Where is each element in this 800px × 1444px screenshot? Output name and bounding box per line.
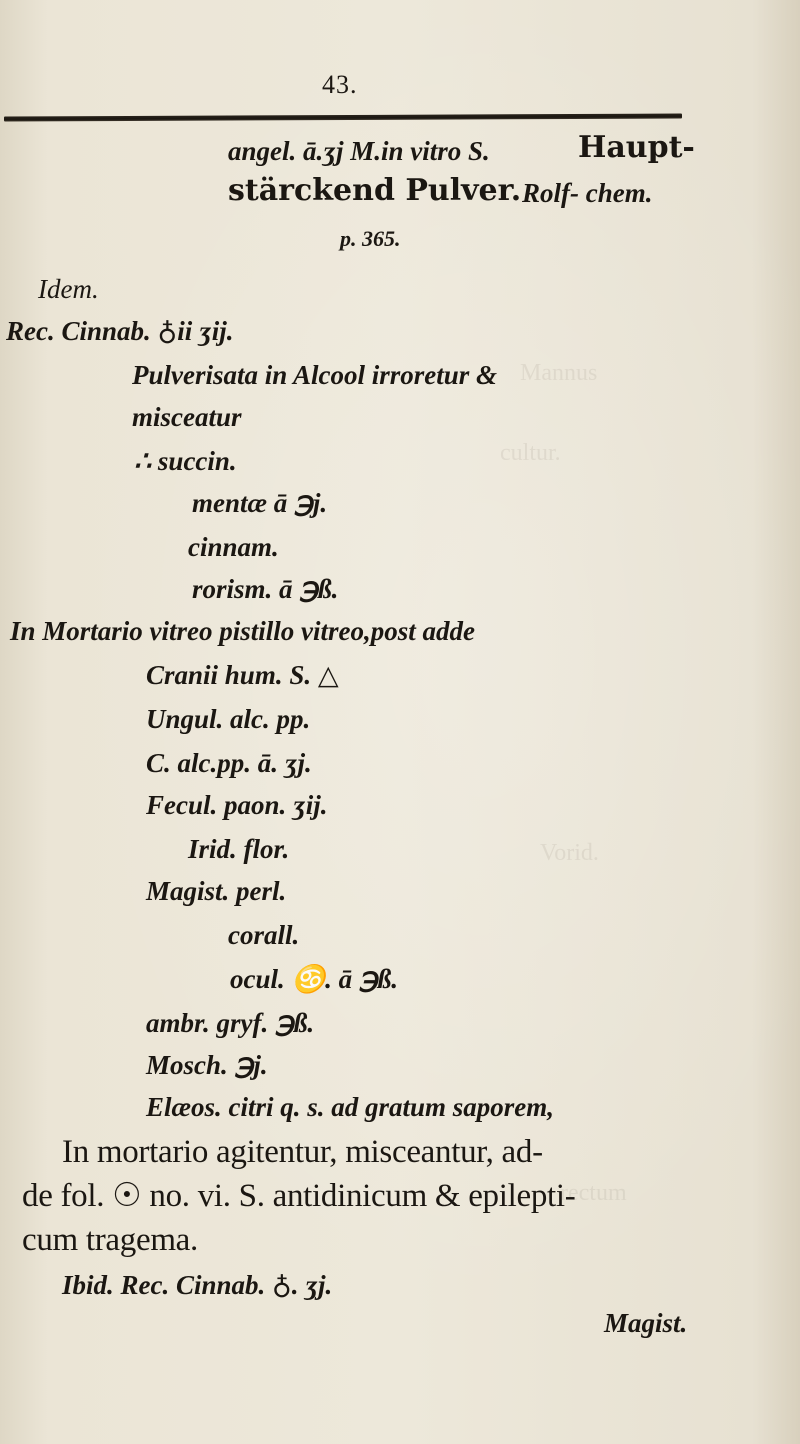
text-line: C. alc.pp. ā. ʒj. (146, 748, 312, 778)
text-line: misceatur (132, 402, 242, 432)
text-line: cum tragema. (22, 1222, 198, 1258)
text-line: In Mortario vitreo pistillo vitreo,post adde (10, 616, 476, 646)
show-through: Vorid. (540, 840, 599, 866)
text-line: ambr. gryf. ℈ß. (146, 1008, 315, 1038)
text-line: ∴ succin. (134, 446, 237, 476)
text-line: Haupt- (578, 130, 695, 165)
text-line: Rec. Cinnab. ♁ii ʒij. (6, 316, 234, 346)
catchword: Magist. (604, 1308, 688, 1338)
header-rule (4, 114, 682, 122)
text-line: In mortario agitentur, misceantur, ad- (62, 1134, 543, 1170)
text-line: corall. (228, 920, 300, 950)
text-line: Pulverisata in Alcool irroretur & (132, 360, 498, 390)
show-through: rectum (560, 1180, 627, 1206)
text-line: p. 365. (340, 226, 401, 251)
text-line: Irid. flor. (188, 834, 290, 864)
show-through: Mannus (520, 360, 598, 386)
text-line: Rolf- chem. (522, 178, 653, 208)
text-line: Ungul. alc. pp. (146, 704, 311, 734)
text-line: ocul. ♋. ā ℈ß. (230, 964, 398, 994)
text-line: Mosch. ℈j. (146, 1050, 268, 1080)
text-line: Ibid. Rec. Cinnab. ♁. ʒj. (62, 1270, 333, 1300)
show-through: cultur. (500, 440, 561, 466)
text-line: de fol. ☉ no. vi. S. antidinicum & epilepti- (22, 1178, 576, 1214)
text-line: stärckend Pulver. (228, 173, 522, 208)
text-line: rorism. ā ℈ß. (192, 574, 339, 604)
page-number: 43. (322, 70, 358, 99)
text-line: angel. ā.ʒj M.in vitro S. (228, 136, 490, 166)
text-line: Idem. (38, 274, 99, 304)
text-line: mentæ ā ℈j. (192, 488, 328, 518)
text-line: Fecul. paon. ʒij. (146, 790, 328, 820)
text-line: Cranii hum. S. △ (146, 660, 339, 690)
text-line: cinnam. (188, 532, 279, 562)
text-line: Elæos. citri q. s. ad gratum saporem, (146, 1092, 555, 1122)
text-line: Magist. perl. (146, 876, 287, 906)
